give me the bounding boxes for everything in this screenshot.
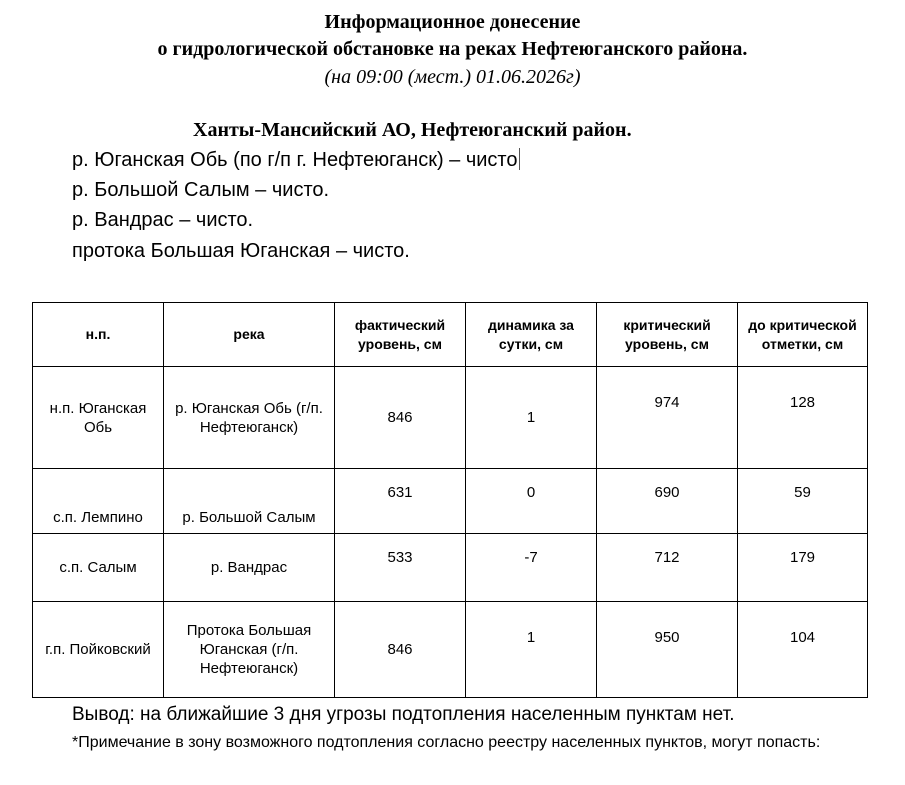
report-title: Информационное донесение — [324, 11, 581, 33]
cell-critical-level: 690 — [597, 469, 738, 534]
cell-dynamics: 1 — [466, 367, 597, 469]
table-header-row — [33, 303, 868, 367]
conclusion-text: Вывод: на ближайшие 3 дня угрозы подтопления населенным пунктам нет. — [72, 704, 735, 725]
cell-to-critical: 59 — [738, 469, 868, 534]
cell-settlement: н.п. Юганская Обь — [33, 367, 164, 469]
river-status-line — [72, 148, 520, 172]
cell-to-critical: 179 — [738, 534, 868, 602]
header-actual-level: фактический уровень, см — [335, 303, 466, 367]
table-row — [33, 534, 868, 602]
table-row — [33, 367, 868, 469]
cell-actual-level: 846 — [335, 367, 466, 469]
cell-critical-level: 974 — [597, 367, 738, 469]
cell-river: р. Вандрас — [164, 534, 335, 602]
cell-actual-level: 846 — [335, 602, 466, 698]
header-dynamics: динамика за сутки, см — [466, 303, 597, 367]
river-status-line: протока Большая Юганская – чисто. — [72, 240, 410, 262]
cell-settlement: с.п. Лемпино — [33, 469, 164, 534]
cell-settlement: г.п. Пойковский — [33, 602, 164, 698]
cell-critical-level: 950 — [597, 602, 738, 698]
cell-critical-level: 712 — [597, 534, 738, 602]
report-date: (на 09:00 (мест.) 01.06.2026г) — [324, 66, 581, 88]
header-river: река — [164, 303, 335, 367]
water-level-table — [32, 302, 868, 698]
cell-river: р. Юганская Обь (г/п. Нефтеюганск) — [164, 367, 335, 469]
footnote-text: *Примечание в зону возможного подтопления согласно реестру населенных пунктов, могут попасть: — [72, 734, 821, 751]
header-to-critical: до критической отметки, см — [738, 303, 868, 367]
table-row — [33, 469, 868, 534]
river-status-text: р. Юганская Обь (по г/п г. Нефтеюганск) – чисто — [72, 149, 518, 171]
cell-dynamics: 0 — [466, 469, 597, 534]
cell-dynamics: -7 — [466, 534, 597, 602]
table-row — [33, 602, 868, 698]
region-heading: Ханты-Мансийский АО, Нефтеюганский район. — [193, 119, 632, 141]
cell-to-critical: 128 — [738, 367, 868, 469]
header-settlement: н.п. — [33, 303, 164, 367]
text-cursor — [519, 148, 520, 170]
cell-dynamics: 1 — [466, 602, 597, 698]
cell-river: р. Большой Салым — [164, 469, 335, 534]
cell-river: Протока Большая Юганская (г/п. Нефтеюганск) — [164, 602, 335, 698]
river-status-line: р. Вандрас – чисто. — [72, 209, 254, 231]
cell-actual-level: 631 — [335, 469, 466, 534]
cell-settlement: с.п. Салым — [33, 534, 164, 602]
river-status-line: р. Большой Салым – чисто. — [72, 179, 330, 201]
header-critical-level: критический уровень, см — [597, 303, 738, 367]
report-subtitle: о гидрологической обстановке на реках Нефтеюганского района. — [157, 38, 748, 60]
cell-actual-level: 533 — [335, 534, 466, 602]
cell-to-critical: 104 — [738, 602, 868, 698]
